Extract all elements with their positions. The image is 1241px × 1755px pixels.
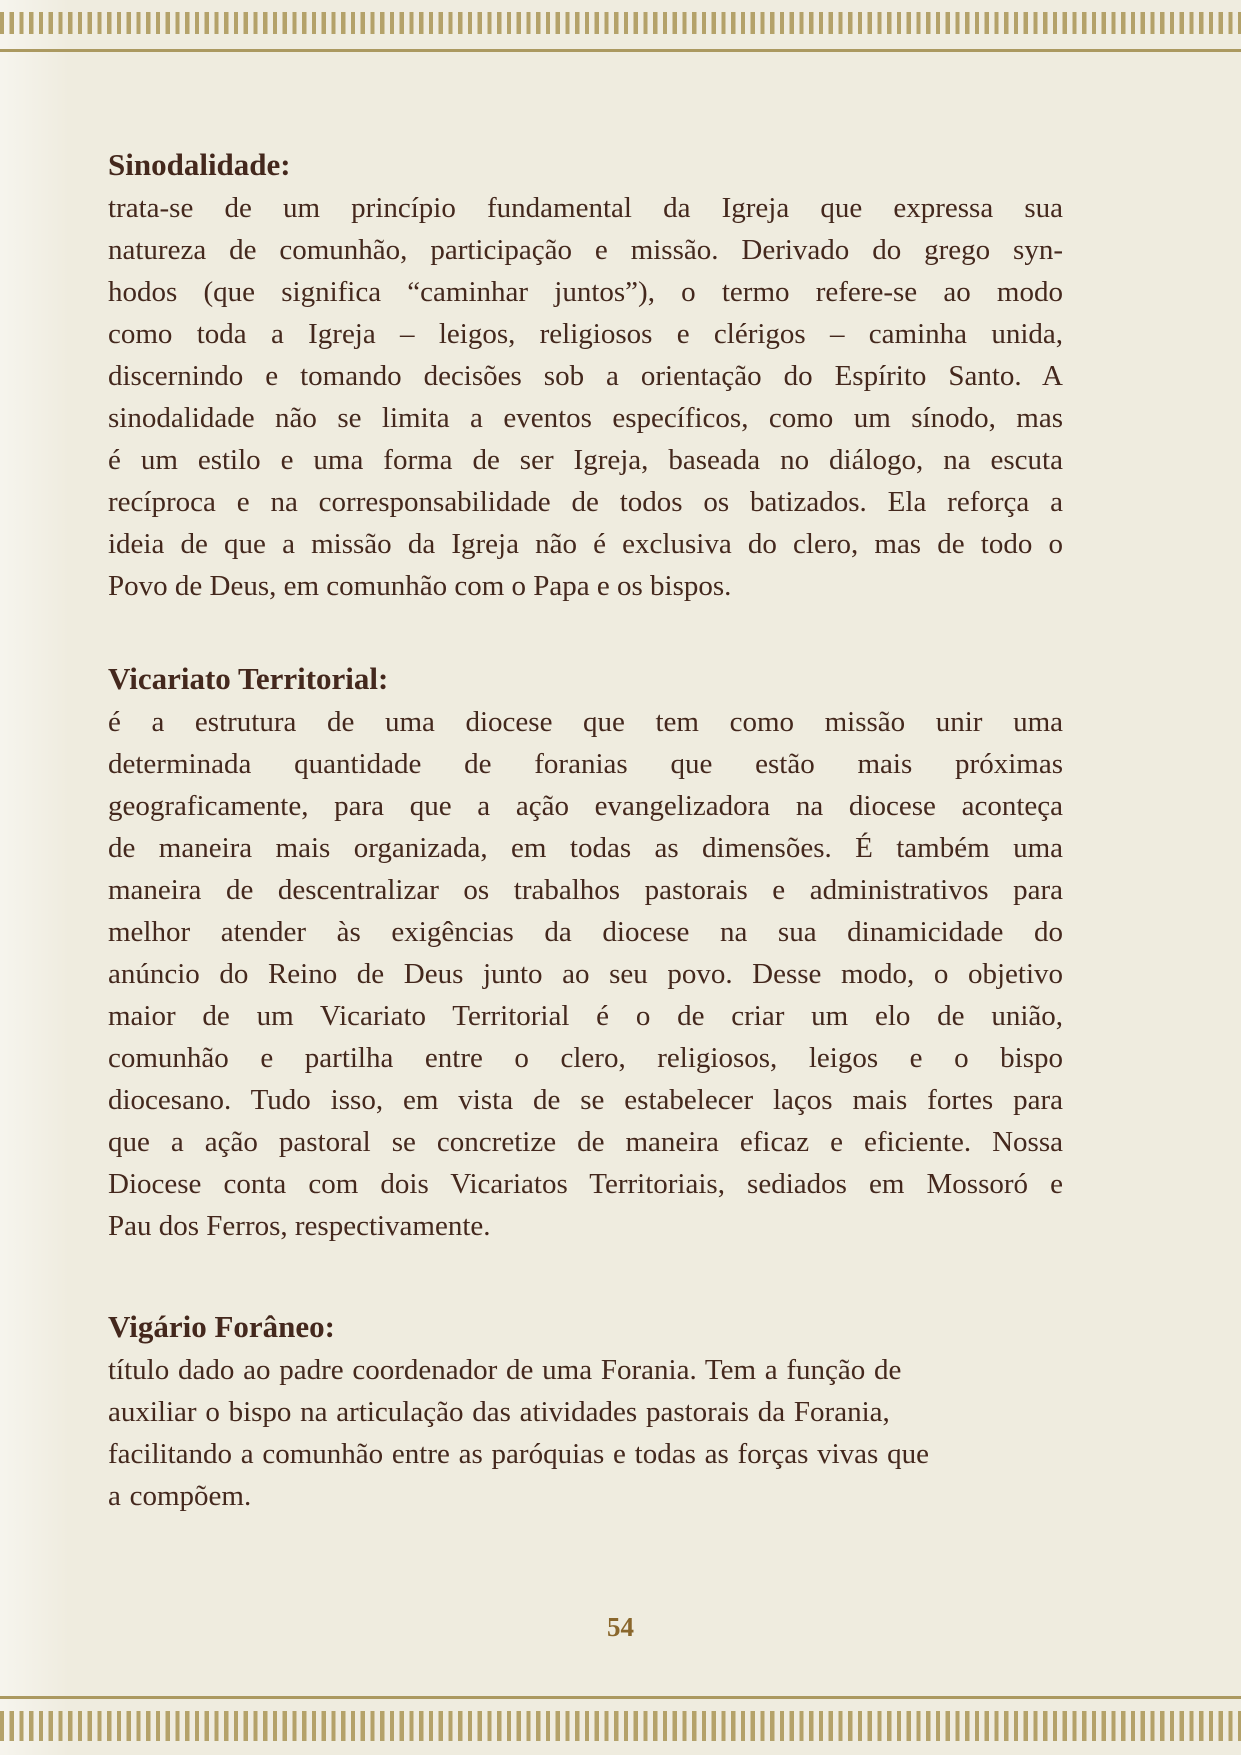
text-line: sinodalidade não se limita a eventos específicos, como um sínodo, mas <box>108 402 1063 434</box>
text-line: diocesano. Tudo isso, em vista de se estabelecer laços mais fortes para <box>108 1084 1063 1116</box>
text-line: como toda a Igreja – leigos, religiosos e clérigos – caminha unida, <box>108 318 1063 350</box>
section-heading: Vicariato Territorial: <box>108 661 389 696</box>
page-number: 54 <box>607 1612 634 1642</box>
section-heading: Vigário Forâneo: <box>108 1309 335 1344</box>
top-divider-line <box>0 49 1241 52</box>
text-line: natureza de comunhão, participação e missão. Derivado do grego syn- <box>108 234 1063 266</box>
text-line: a compõem. <box>108 1480 252 1512</box>
text-line: Povo de Deus, em comunhão com o Papa e os bispos. <box>108 570 732 602</box>
glossary-section-2 <box>108 657 1063 1247</box>
text-line: Diocese conta com dois Vicariatos Territoriais, sediados em Mossoró e <box>108 1168 1063 1200</box>
section-heading: Sinodalidade: <box>108 147 291 182</box>
text-line: maneira de descentralizar os trabalhos pastorais e administrativos para <box>108 874 1063 906</box>
text-line: comunhão e partilha entre o clero, religiosos, leigos e o bispo <box>108 1042 1063 1074</box>
text-line: auxiliar o bispo na articulação das atividades pastorais da Forania, <box>108 1396 890 1428</box>
text-line: trata-se de um princípio fundamental da Igreja que expressa sua <box>108 192 1063 224</box>
text-line: determinada quantidade de foranias que estão mais próximas <box>108 748 1063 780</box>
glossary-section-3 <box>108 1305 1063 1517</box>
text-line: é um estilo e uma forma de ser Igreja, baseada no diálogo, na escuta <box>108 444 1063 476</box>
text-line: maior de um Vicariato Territorial é o de criar um elo de união, <box>108 1000 1063 1032</box>
bottom-divider-line <box>0 1696 1241 1699</box>
text-line: Pau dos Ferros, respectivamente. <box>108 1210 491 1242</box>
text-line: geograficamente, para que a ação evangelizadora na diocese aconteça <box>108 790 1063 822</box>
text-line: anúncio do Reino de Deus junto ao seu povo. Desse modo, o objetivo <box>108 958 1063 990</box>
content <box>108 143 1063 1517</box>
text-line: melhor atender às exigências da diocese na sua dinamicidade do <box>108 916 1063 948</box>
text-line: de maneira mais organizada, em todas as dimensões. É também uma <box>108 832 1063 864</box>
text-line: é a estrutura de uma diocese que tem como missão unir uma <box>108 706 1063 738</box>
text-line: que a ação pastoral se concretize de maneira eficaz e eficiente. Nossa <box>108 1126 1063 1158</box>
text-line: título dado ao padre coordenador de uma Forania. Tem a função de <box>108 1354 902 1386</box>
glossary-section-1 <box>108 143 1063 607</box>
decorative-top-border <box>0 12 1241 34</box>
text-line: facilitando a comunhão entre as paróquias e todas as forças vivas que <box>108 1438 929 1470</box>
text-line: hodos (que significa “caminhar juntos”), o termo refere-se ao modo <box>108 276 1063 308</box>
decorative-bottom-border <box>0 1711 1241 1741</box>
text-line: recíproca e na corresponsabilidade de todos os batizados. Ela reforça a <box>108 486 1063 518</box>
text-line: discernindo e tomando decisões sob a orientação do Espírito Santo. A <box>108 360 1063 392</box>
text-line: ideia de que a missão da Igreja não é exclusiva do clero, mas de todo o <box>108 528 1063 560</box>
